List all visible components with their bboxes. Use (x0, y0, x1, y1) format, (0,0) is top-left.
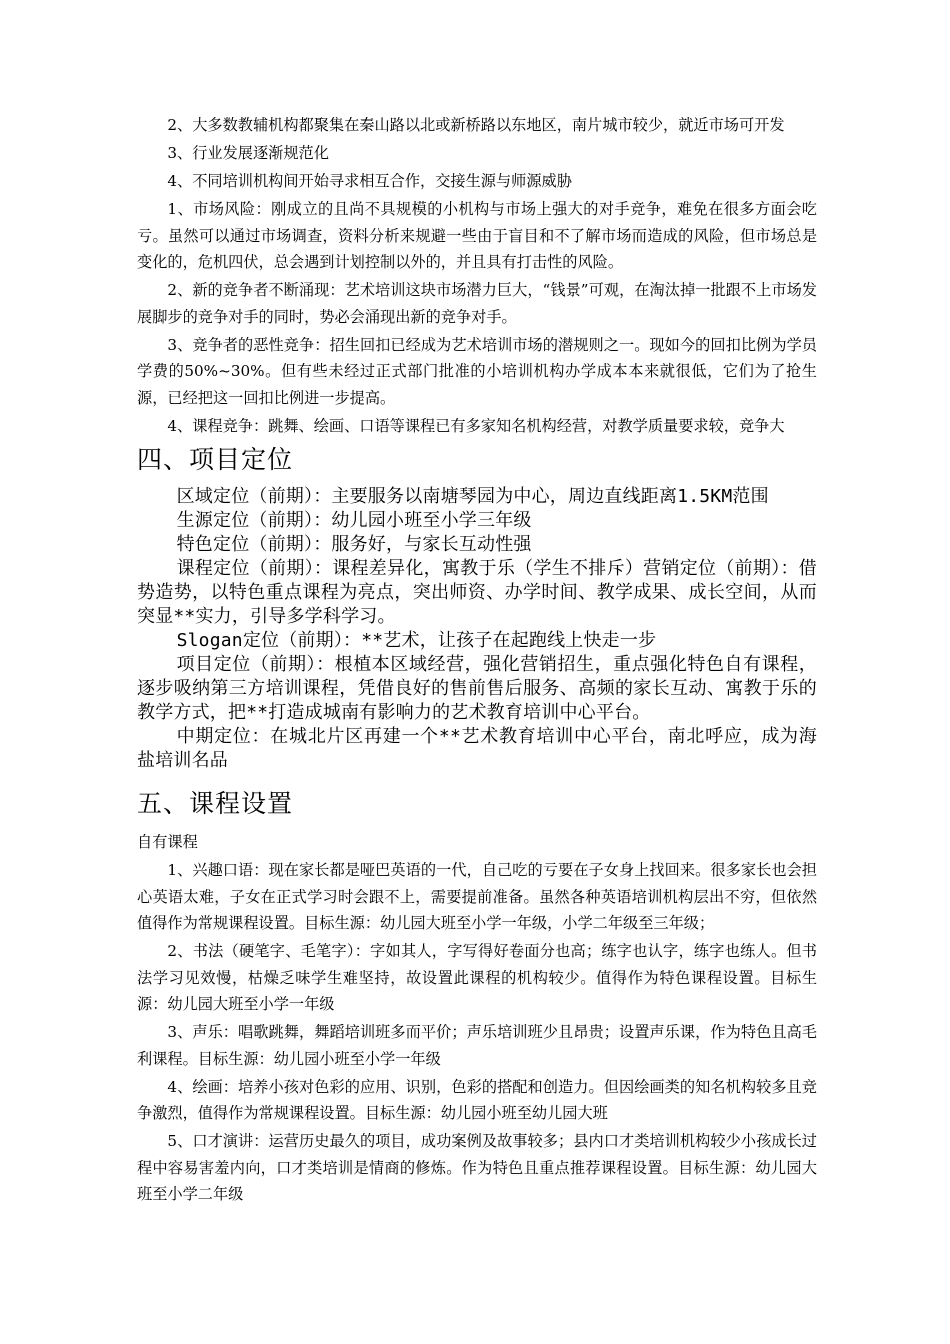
paragraph: 项目定位（前期）：根植本区域经营，强化营销招生，重点强化特色自有课程，逐步吸纳第三方培训课程，凭借良好的售前售后服务、高频的家长互动、寓教于乐的教学方式，把**打造成城南有影响力的艺术教育培训中心平台。 (137, 654, 817, 723)
paragraph: Slogan定位（前期）：**艺术，让孩子在起跑线上快走一步 (176, 630, 657, 651)
paragraph: 3、行业发展逐渐规范化 (167, 144, 329, 162)
paragraph: 生源定位（前期）：幼儿园小班至小学三年级 (176, 510, 532, 531)
paragraph: 2、大多数教辅机构都聚集在秦山路以北或新桥路以东地区，南片城市较少，就近市场可开发 (167, 116, 785, 134)
document-body (137, 112, 817, 1209)
subheading: 自有课程 (137, 833, 198, 851)
paragraph: 4、绘画：培养小孩对色彩的应用、识别，色彩的搭配和创造力。但因绘画类的知名机构较多且竞争激烈，值得作为常规课程设置。目标生源：幼儿园小班至幼儿园大班 (137, 1077, 817, 1122)
paragraph: 课程定位（前期）：课程差异化，寓教于乐（学生不排斥）营销定位（前期）：借势造势，以特色重点课程为亮点，突出师资、办学时间、教学成果、成长空间，从而突显**实力，引导多学科学习。 (137, 558, 817, 627)
paragraph: 1、市场风险：刚成立的且尚不具规模的小机构与市场上强大的对手竞争，难免在很多方面会吃亏。虽然可以通过市场调查，资料分析来规避一些由于盲目和不了解市场而造成的风险，但市场总是变化的，危机四伏，总会遇到计划控制以外的，并且具有打击性的风险。 (137, 200, 817, 271)
section-heading-courses: 五、课程设置 (137, 789, 294, 818)
paragraph: 2、新的竞争者不断涌现：艺术培训这块市场潜力巨大，“钱景”可观，在淘汰掉一批跟不上市场发展脚步的竞争对手的同时，势必会涌现出新的竞争对手。 (137, 281, 817, 326)
paragraph: 3、声乐：唱歌跳舞，舞蹈培训班多而平价；声乐培训班少且昂贵；设置声乐课，作为特色且高毛利课程。目标生源：幼儿园小班至小学一年级 (137, 1023, 817, 1068)
paragraph: 5、口才演讲：运营历史最久的项目，成功案例及故事较多；县内口才类培训机构较少小孩成长过程中容易害羞内向，口才类培训是情商的修炼。作为特色且重点推荐课程设置。目标生源：幼儿园大班至小学二年级 (137, 1132, 817, 1203)
paragraph: 中期定位：在城北片区再建一个**艺术教育培训中心平台，南北呼应，成为海盐培训名品 (137, 726, 817, 771)
paragraph: 区域定位（前期）：主要服务以南塘琴园为中心，周边直线距离1.5KM范围 (176, 486, 769, 507)
paragraph: 4、课程竞争：跳舞、绘画、口语等课程已有多家知名机构经营，对教学质量要求较，竞争大 (167, 416, 785, 435)
paragraph: 1、兴趣口语：现在家长都是哑巴英语的一代，自己吃的亏要在子女身上找回来。很多家长也会担心英语太难，子女在正式学习时会跟不上，需要提前准备。虽然各种英语培训机构层出不穷，但依然值得作为常规课程设置。目标生源：幼儿园大班至小学一年级，小学二年级至三年级； (137, 861, 817, 932)
paragraph: 3、竞争者的恶性竞争：招生回扣已经成为艺术培训市场的潜规则之一。现如今的回扣比例为学员学费的50%~30%。但有些未经过正式部门批准的小培训机构办学成本本来就很低，它们为了抢生源，已经把这一回扣比例进一步提高。 (137, 335, 817, 407)
paragraph: 2、书法（硬笔字、毛笔字）：字如其人，字写得好卷面分也高；练字也认字，练字也练人。但书法学习见效慢，枯燥乏味学生难坚持，故设置此课程的机构较少。值得作为特色课程设置。目标生源：幼儿园大班至小学一年级 (137, 942, 817, 1013)
section-heading-positioning: 四、项目定位 (137, 445, 294, 474)
paragraph: 特色定位（前期）：服务好，与家长互动性强 (176, 534, 532, 555)
paragraph: 4、不同培训机构间开始寻求相互合作，交接生源与师源威胁 (167, 172, 572, 190)
